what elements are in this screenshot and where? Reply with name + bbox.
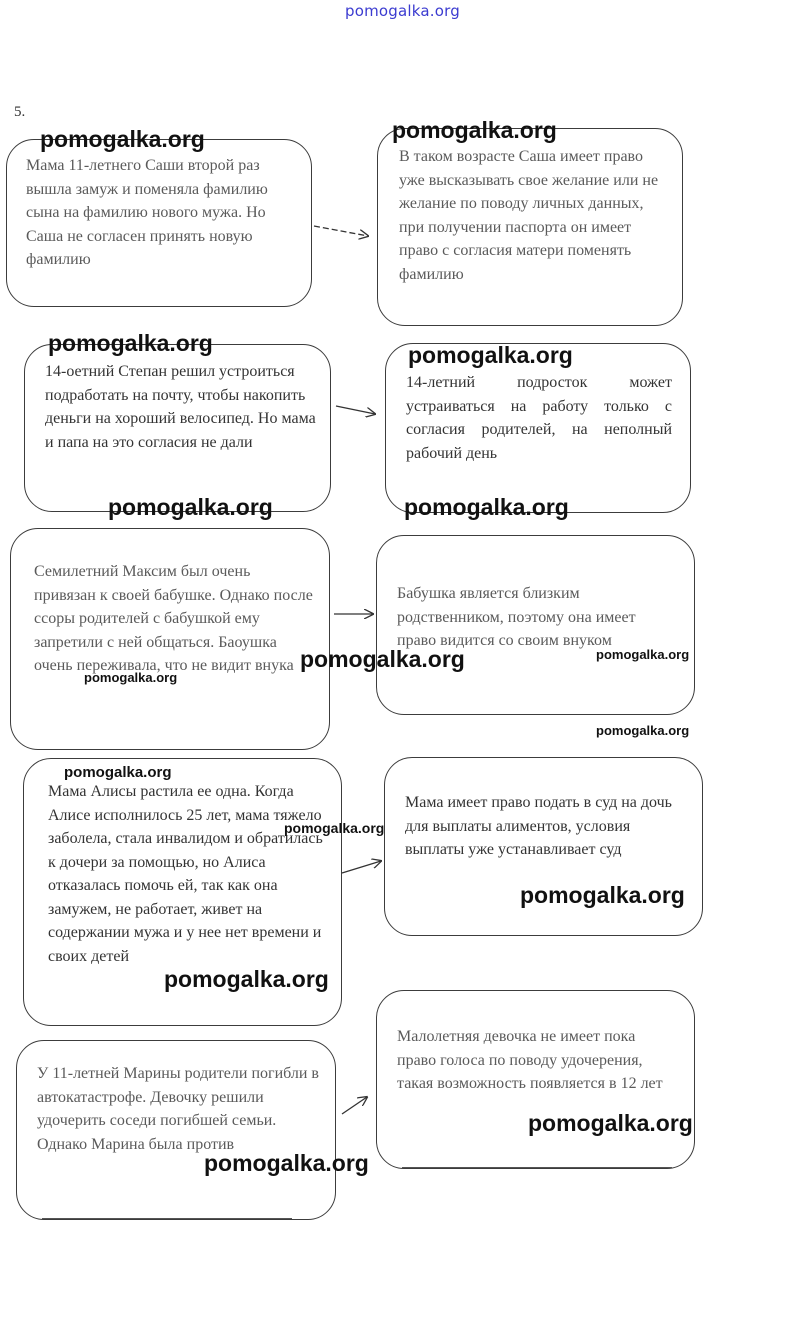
answer-box-1 bbox=[377, 128, 683, 326]
situation-text-5: У 11-летней Марины родители погибли в автокатастрофе. Девочку решили удочерить соседи погибшей семьи. Однако Марина была против bbox=[37, 1065, 319, 1153]
watermark-11: pomogalka.org bbox=[64, 764, 172, 781]
situation-box-1 bbox=[6, 139, 312, 307]
watermark-9: pomogalka.org bbox=[84, 670, 178, 685]
watermark-5: pomogalka.org bbox=[108, 494, 273, 520]
situation-box-5 bbox=[16, 1040, 336, 1220]
watermark-10: pomogalka.org bbox=[596, 723, 690, 738]
answer-text-5: Малолетняя девочка не имеет пока право голоса по поводу удочерения, такая возможность появляется в 12 лет bbox=[397, 1028, 663, 1092]
watermark-13: pomogalka.org bbox=[520, 882, 685, 908]
watermark-12: pomogalka.org bbox=[284, 820, 385, 836]
scan-line-left bbox=[42, 1218, 292, 1219]
situation-box-3 bbox=[10, 528, 330, 750]
scan-line-right bbox=[402, 1167, 672, 1168]
situation-text-4: Мама Алисы растила ее одна. Когда Алисе исполнилось 25 лет, мама тяжело заболела, стала инвалидом и обратилась к дочери за помощью, но Алиса отказалась помочь ей, так как она замужем, не работает, живет на содержании мужа и у нее нет времени и своих детей bbox=[48, 783, 323, 965]
task-number: 5. bbox=[14, 104, 26, 120]
situation-text-3: Семилетний Максим был очень привязан к своей бабушке. Однако после ссоры родителей с бабушкой ему запретили с ней общаться. Баоушка очень переживала, что не видит внука bbox=[34, 563, 313, 674]
answer-text-4: Мама имеет право подать в суд на дочь для выплаты алиментов, условия выплаты уже устанавливает суд bbox=[405, 794, 672, 858]
arrow-4 bbox=[342, 861, 381, 873]
answer-box-3 bbox=[376, 535, 695, 715]
watermark-6: pomogalka.org bbox=[404, 494, 569, 520]
situation-box-2 bbox=[24, 344, 331, 512]
answer-text-3: Бабушка является близким родственником, поэтому она имеет право видится со своим внуком bbox=[397, 585, 636, 649]
watermark-8: pomogalka.org bbox=[596, 647, 690, 662]
watermark-1: pomogalka.org bbox=[40, 126, 205, 152]
arrow-2 bbox=[336, 406, 375, 414]
watermark-16: pomogalka.org bbox=[204, 1150, 369, 1176]
answer-text-1: В таком возрасте Саша имеет право уже высказывать свое желание или не желание по поводу личных данных, при получении паспорта он имеет право с согласия матери поменять фамилию bbox=[399, 148, 659, 283]
situation-text-2: 14-оетний Степан решил устроиться подработать на почту, чтобы накопить деньги на хороший велосипед. Но мама и папа на это согласия не дали bbox=[45, 363, 316, 451]
watermark-14: pomogalka.org bbox=[164, 966, 329, 992]
watermark-15: pomogalka.org bbox=[528, 1110, 693, 1136]
arrow-1 bbox=[314, 226, 368, 236]
answer-text-2: 14-летний подросток может устраиваться на работу только с согласия родителей, на неполный рабочий день bbox=[406, 374, 672, 462]
watermark-3: pomogalka.org bbox=[48, 330, 213, 356]
answer-box-4 bbox=[384, 757, 703, 936]
watermark-2: pomogalka.org bbox=[392, 117, 557, 143]
answer-box-5 bbox=[376, 990, 695, 1169]
site-header-link[interactable]: pomogalka.org bbox=[345, 2, 460, 20]
situation-text-1: Мама 11-летнего Саши второй раз вышла замуж и поменяла фамилию сына на фамилию нового мужа. Но Саша не согласен принять новую фамилию bbox=[26, 157, 268, 268]
watermark-4: pomogalka.org bbox=[408, 342, 573, 368]
arrow-5 bbox=[342, 1097, 367, 1114]
watermark-7: pomogalka.org bbox=[300, 646, 465, 672]
